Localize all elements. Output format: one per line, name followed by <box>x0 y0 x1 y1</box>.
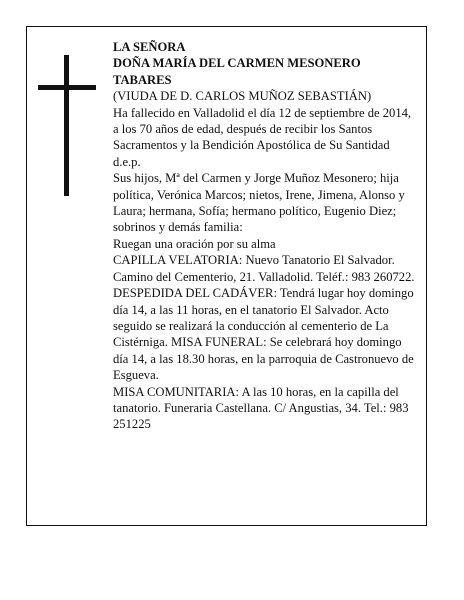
obituary-text <box>113 39 415 433</box>
deceased-name: DOÑA MARÍA DEL CARMEN MESONERO <box>113 56 361 71</box>
family-paragraph: Sus hijos, Mª del Carmen y Jorge Muñoz Mesonero; hija política, Verónica Marcos; nietos, Irene, Jimena, Alonso y Laura; hermana, Sofía; hermano político, Eugenio Diez; sobrinos y demás familia: <box>113 171 405 235</box>
cross-vertical-bar <box>64 55 69 196</box>
wake-chapel-paragraph: CAPILLA VELATORIA: Nuevo Tanatorio El Salvador. Camino del Cementerio, 21. Valladolid. Teléf.: 983 260722. <box>113 253 415 284</box>
prayer-line: Ruegan una oración por su alma <box>113 236 276 251</box>
rip-line: d.e.p. <box>113 154 141 169</box>
widow-line: (VIUDA DE D. CARLOS MUÑOZ SEBASTIÁN) <box>113 89 372 104</box>
cross-horizontal-bar <box>38 85 96 90</box>
farewell-paragraph: DESPEDIDA DEL CADÁVER: Tendrá lugar hoy domingo día 14, a las 11 horas, en el tanatorio El Salvador. Acto seguido se realizará la conducción al cementerio de La Cistérniga. MISA FUNERAL: Se celebrará hoy domingo día 14, a las 18.30 horas, en la parroquia de Castronuevo de Esgueva. <box>113 286 414 383</box>
title-line: LA SEÑORA <box>113 40 186 54</box>
death-paragraph: Ha fallecido en Valladolid el día 12 de septiembre de 2014, a los 70 años de edad, después de recibir los Santos Sacramentos y la Bendición Apostólica de Su Santidad <box>113 105 412 153</box>
deceased-surname: TABARES <box>113 72 172 87</box>
community-mass-paragraph: MISA COMUNITARIA: A las 10 horas, en la capilla del tanatorio. Funeraria Castellana. C/ Angustias, 34. Tel.: 983 251225 <box>113 384 409 432</box>
